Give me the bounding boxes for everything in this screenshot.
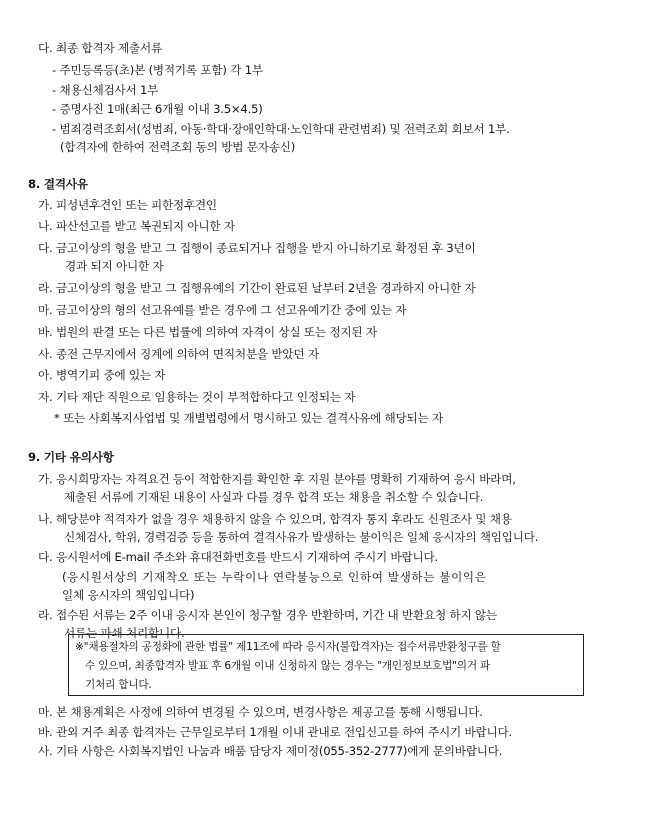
list-item: - 범죄경력조회서(성범죄, 아동·학대·장애인학대·노인학대 관련범죄) 및 전력조회 회보서 1부. [52,122,510,136]
list-item: * 또는 사회복지사업법 및 개별법령에서 명시하고 있는 결격사유에 해당되는 자 [54,411,443,425]
list-item: 경과 되지 아니한 자 [65,259,164,273]
list-item: - 주민등록등(초)본 (병적기록 포함) 각 1부 [52,63,263,77]
list-item: 라. 접수된 서류는 2주 이내 응시자 본인이 청구할 경우 반환하며, 기간 내 반환요청 하지 않는 [38,608,497,622]
section-8-heading: 8. 결격사유 [28,177,88,191]
list-item: 제출된 서류에 기재된 내용이 사실과 다를 경우 합격 또는 채용을 취소할 수 있습니다. [64,490,484,504]
list-item: 다. 금고이상의 형을 받고 그 집행이 종료되거나 집행을 받지 아니하기로 확정된 후 3년이 [38,241,476,255]
list-item: - 증명사진 1매(최근 6개월 이내 3.5×4.5) [52,102,263,116]
notice-box [68,634,584,696]
list-item: 신체검사, 학위, 경력검증 등을 통하여 결격사유가 발생하는 불이익은 일체 응시자의 책임입니다. [64,530,539,544]
list-item: 나. 파산선고를 받고 복권되지 아니한 자 [38,219,235,233]
notice-line: 기처리 합니다. [85,679,152,691]
list-item: 나. 해당분야 적격자가 없을 경우 채용하지 않을 수 있으며, 합격자 통지 후라도 신원조사 및 채용 [38,512,512,526]
list-item: 바. 법원의 판결 또는 다른 법률에 의하여 자격이 상실 또는 정지된 자 [38,325,377,339]
list-item: - 채용신체검사서 1부 [52,83,159,97]
list-item: 바. 관외 거주 최종 합격자는 근무일로부터 1개월 이내 관내로 전입신고를 하여 주시기 바랍니다. [38,725,512,739]
list-item: 서류는 파쇄 처리합니다. [64,626,185,640]
list-item: 자. 기타 재단 직원으로 임용하는 것이 부적합하다고 인정되는 자 [38,390,356,404]
list-item: 사. 기타 사항은 사회복지법인 나눔과 배품 담당자 제미정(055-352-2777)에게 문의바랍니다. [38,744,503,758]
list-item: 라. 금고이상의 형을 받고 그 집행유예의 기간이 완료된 날부터 2년을 경과하지 아니한 자 [38,281,476,295]
list-item: 마. 본 채용계획은 사정에 의하여 변경될 수 있으며, 변경사항은 제공고를 통해 시행됩니다. [38,705,483,719]
list-item: 아. 병역기피 중에 있는 자 [38,368,166,382]
list-item: 마. 금고이상의 형의 선고유예를 받은 경우에 그 선고유예기간 중에 있는 자 [38,303,407,317]
notice-line: 수 있으며, 최종합격자 발표 후 6개월 이내 신청하지 않는 경우는 "개인정보보호법"의거 파 [85,660,491,672]
section-9-heading: 9. 기타 유의사항 [28,450,114,464]
list-item: 사. 종전 근무지에서 징계에 의하여 면직처분을 받았던 자 [38,347,319,361]
list-item: 다. 응시원서에 E-mail 주소와 휴대전화번호를 반드시 기재하여 주시기 바랍니다. [38,550,438,564]
list-item: (응시원서상의 기재착오 또는 누락이나 연락불능으로 인하여 발생하는 불이익은 [62,570,487,584]
list-item: (합격자에 한하여 전력조회 동의 방법 문자송신) [60,140,296,154]
final-documents-title: 다. 최종 합격자 제출서류 [38,41,162,55]
list-item: 가. 응시희망자는 자격요건 등이 적합한지를 확인한 후 지원 분야를 명확히 기재하여 응시 바라며, [38,472,516,486]
notice-line: ※"채용절차의 공정화에 관한 법률" 제11조에 따라 응시자(불합격자)는 접수서류반환청구를 할 [75,641,501,653]
list-item: 가. 피성년후견인 또는 피한정후견인 [38,198,217,212]
list-item: 일체 응시자의 책임입니다) [62,588,195,602]
